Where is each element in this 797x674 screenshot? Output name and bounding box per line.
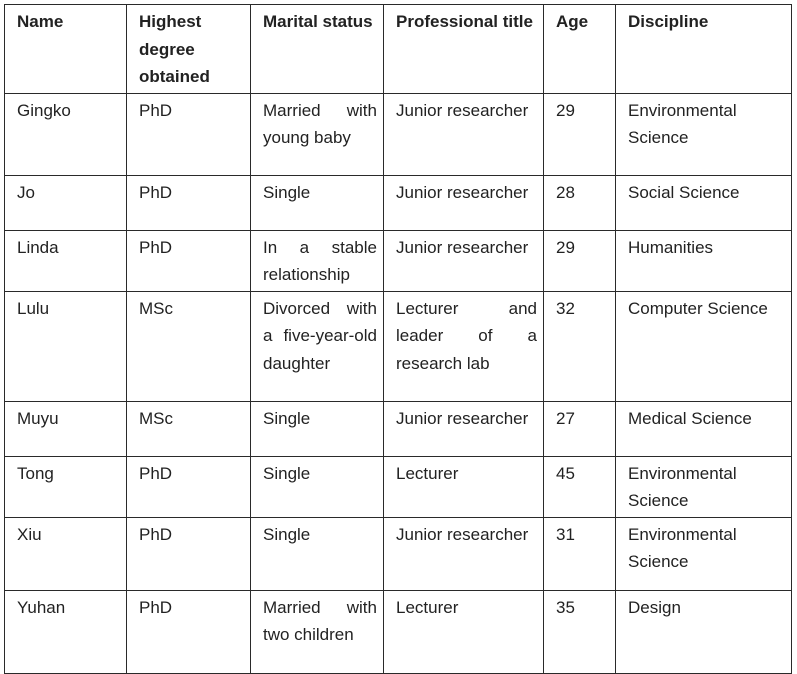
table-row bbox=[5, 175, 792, 230]
cell-degree: PhD bbox=[127, 175, 251, 230]
cell-discipline: Computer Science bbox=[616, 291, 792, 401]
table-row bbox=[5, 401, 792, 456]
cell-age: 29 bbox=[544, 230, 616, 291]
cell-degree: MSc bbox=[127, 401, 251, 456]
cell-marital-status: In a stable relationship bbox=[251, 230, 384, 291]
table-row bbox=[5, 93, 792, 175]
table-row bbox=[5, 590, 792, 673]
cell-name: Xiu bbox=[5, 517, 127, 590]
cell-marital-status: Married with two children bbox=[251, 590, 384, 673]
cell-discipline: Social Science bbox=[616, 175, 792, 230]
cell-professional-title: Junior researcher bbox=[384, 230, 544, 291]
header-discipline: Discipline bbox=[616, 5, 792, 94]
participants-table bbox=[4, 4, 792, 674]
cell-degree: PhD bbox=[127, 93, 251, 175]
cell-discipline: Environmental Science bbox=[616, 93, 792, 175]
cell-name: Lulu bbox=[5, 291, 127, 401]
cell-age: 32 bbox=[544, 291, 616, 401]
header-professional-title: Professional title bbox=[384, 5, 544, 94]
cell-marital-status: Single bbox=[251, 401, 384, 456]
header-marital-status: Marital status bbox=[251, 5, 384, 94]
cell-degree: PhD bbox=[127, 230, 251, 291]
table-row bbox=[5, 456, 792, 517]
table-row bbox=[5, 291, 792, 401]
cell-age: 45 bbox=[544, 456, 616, 517]
cell-professional-title: Junior researcher bbox=[384, 175, 544, 230]
cell-name: Jo bbox=[5, 175, 127, 230]
cell-name: Linda bbox=[5, 230, 127, 291]
cell-marital-status: Divorced with a five-year-old daughter bbox=[251, 291, 384, 401]
cell-name: Tong bbox=[5, 456, 127, 517]
cell-professional-title: Lecturer bbox=[384, 590, 544, 673]
cell-discipline: Medical Science bbox=[616, 401, 792, 456]
cell-discipline: Humanities bbox=[616, 230, 792, 291]
cell-degree: MSc bbox=[127, 291, 251, 401]
header-name: Name bbox=[5, 5, 127, 94]
cell-age: 29 bbox=[544, 93, 616, 175]
table-row bbox=[5, 230, 792, 291]
cell-name: Gingko bbox=[5, 93, 127, 175]
cell-marital-status: Single bbox=[251, 456, 384, 517]
cell-discipline: Design bbox=[616, 590, 792, 673]
cell-age: 27 bbox=[544, 401, 616, 456]
cell-professional-title: Lecturer bbox=[384, 456, 544, 517]
cell-age: 35 bbox=[544, 590, 616, 673]
cell-name: Yuhan bbox=[5, 590, 127, 673]
cell-professional-title: Junior researcher bbox=[384, 517, 544, 590]
cell-professional-title: Junior researcher bbox=[384, 401, 544, 456]
cell-degree: PhD bbox=[127, 517, 251, 590]
cell-degree: PhD bbox=[127, 590, 251, 673]
cell-marital-status: Single bbox=[251, 175, 384, 230]
cell-degree: PhD bbox=[127, 456, 251, 517]
cell-discipline: Environmental Science bbox=[616, 517, 792, 590]
cell-marital-status: Single bbox=[251, 517, 384, 590]
participants-table-container bbox=[4, 4, 791, 674]
cell-professional-title: Lecturer and leader of a research lab bbox=[384, 291, 544, 401]
header-highest-degree: Highest degree obtained bbox=[127, 5, 251, 94]
table-row bbox=[5, 517, 792, 590]
cell-name: Muyu bbox=[5, 401, 127, 456]
cell-professional-title: Junior researcher bbox=[384, 93, 544, 175]
table-header-row bbox=[5, 5, 792, 94]
cell-age: 31 bbox=[544, 517, 616, 590]
header-age: Age bbox=[544, 5, 616, 94]
cell-age: 28 bbox=[544, 175, 616, 230]
cell-marital-status: Married with young baby bbox=[251, 93, 384, 175]
cell-discipline: Environmental Science bbox=[616, 456, 792, 517]
